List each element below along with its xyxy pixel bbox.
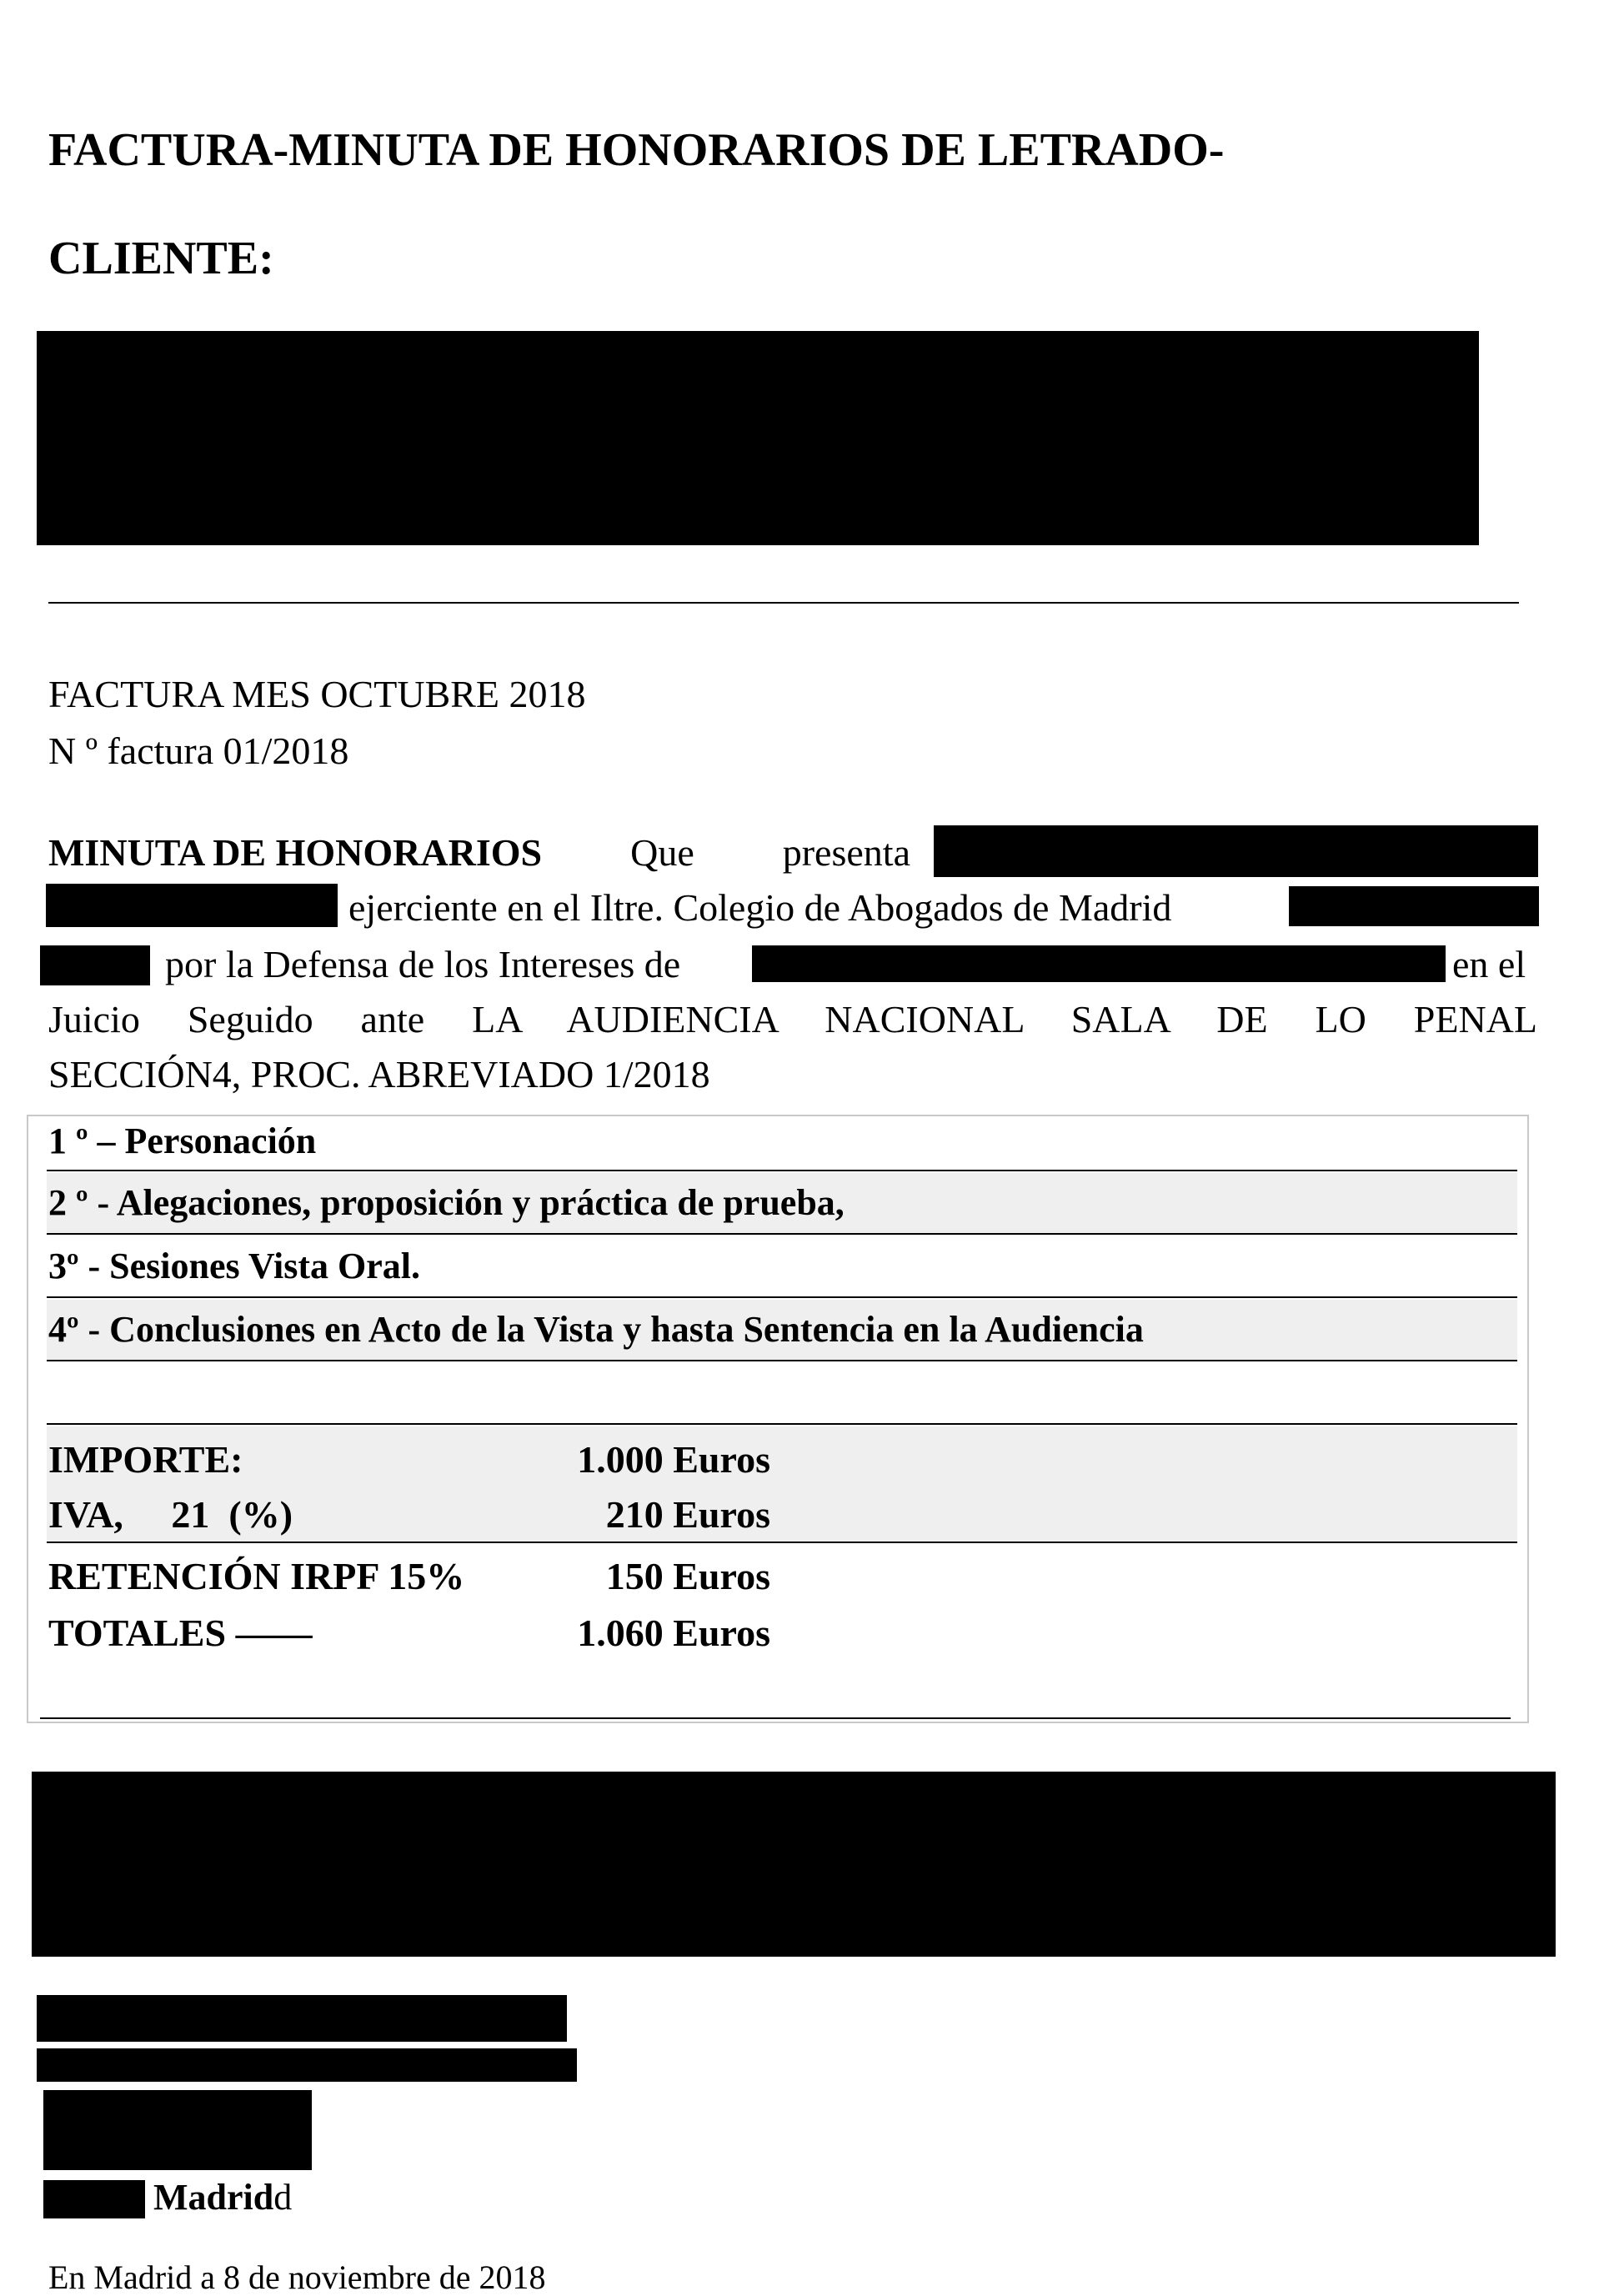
place-date: En Madrid a 8 de noviembre de 2018 (48, 2258, 546, 2296)
description-line-3a: por la Defensa de los Intereses de (165, 943, 681, 985)
signature-line-redaction (37, 2048, 577, 2082)
client-redaction (37, 331, 1479, 545)
signature-address-redaction (43, 2090, 312, 2170)
table-bottom-line (40, 1717, 1511, 1719)
item-row-2 (47, 1173, 1517, 1235)
presenter-redaction-2 (46, 884, 338, 927)
item-label: 2 º - Alegaciones, proposición y práctica de prueba, (48, 1182, 845, 1223)
separator-line (48, 602, 1519, 604)
item-row-4 (47, 1300, 1517, 1361)
number-redaction (40, 945, 150, 985)
bar-number-redaction (1289, 886, 1539, 926)
item-row-3 (47, 1236, 1517, 1298)
signature-name-redaction (37, 1995, 567, 2042)
presenter-redaction (934, 825, 1538, 877)
iva-label: IVA, 21 (%) (48, 1493, 293, 1536)
retencion-value: 150 Euros (605, 1555, 770, 1597)
totales-value: 1.060 Euros (577, 1612, 770, 1654)
signature-city-tail: d (273, 2177, 293, 2218)
signature-postal-redaction (43, 2180, 145, 2218)
item-label: 4º - Conclusiones en Acto de la Vista y hasta Sentencia en la Audiencia (48, 1309, 1144, 1350)
iva-value: 210 Euros (605, 1493, 770, 1536)
payment-details-redaction (32, 1772, 1556, 1957)
document-title: FACTURA-MINUTA DE HONORARIOS DE LETRADO- (48, 124, 1225, 176)
description-line-3b: en el (1452, 943, 1526, 985)
invoice-number: N º factura 01/2018 (48, 729, 349, 772)
totales-label (48, 1614, 313, 1652)
client-label: CLIENTE: (48, 233, 274, 284)
item-label: 1 º – Personación (48, 1120, 317, 1161)
empty-row (47, 1363, 1517, 1425)
retencion-label: RETENCIÓN IRPF 15% (48, 1555, 465, 1597)
item-label: 3º - Sesiones Vista Oral. (48, 1246, 420, 1286)
signature-city (153, 2179, 292, 2216)
description-line-1 (48, 831, 910, 877)
description-line-4: Juicio Seguido ante LA AUDIENCIA NACIONAL SALA DE LO PENAL (48, 998, 1537, 1040)
importe-label: IMPORTE: (48, 1438, 243, 1481)
defendant-redaction (752, 945, 1446, 982)
description-line-5: SECCIÓN4, PROC. ABREVIADO 1/2018 (48, 1053, 710, 1095)
importe-value: 1.000 Euros (577, 1438, 770, 1481)
minuta-heading: MINUTA DE HONORARIOS (48, 831, 543, 874)
item-row-1 (47, 1116, 1517, 1171)
totales-text: TOTALES —— (48, 1612, 313, 1654)
word-que: Que (630, 831, 694, 874)
description-line-2: ejerciente en el Iltre. Colegio de Abogados de Madrid (348, 886, 1172, 929)
word-presenta: presenta (782, 831, 910, 874)
signature-city-bold: Madrid (153, 2177, 274, 2218)
invoice-month: FACTURA MES OCTUBRE 2018 (48, 673, 586, 715)
